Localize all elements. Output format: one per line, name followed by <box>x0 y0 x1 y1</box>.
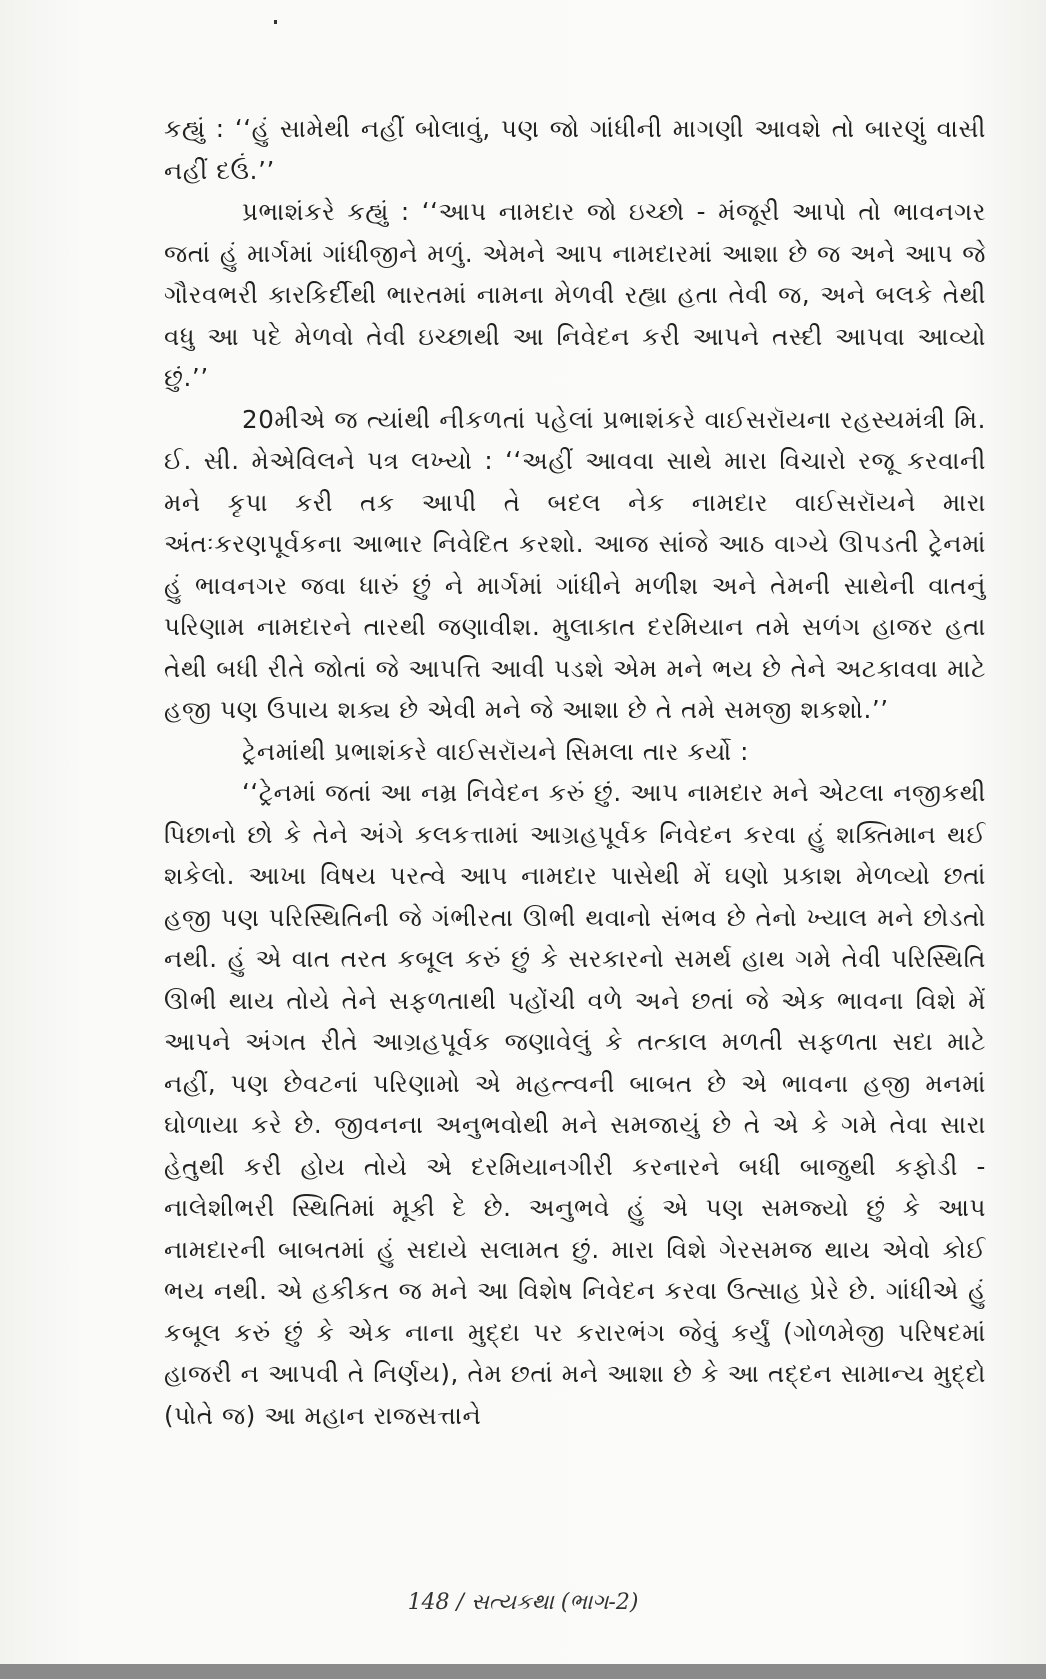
paragraph-3: 20મીએ જ ત્યાંથી નીકળતાં પહેલાં પ્રભાશંકરે વાઈસરૉયના રહસ્યમંત્રી મિ. ઈ. સી. મેએવિલને પત્ર લખ્યો : ‘‘અહીં આવવા સાથે મારા વિચારો રજૂ કરવાની મને કૃપા કરી તક આપી તે બદલ નેક નામદાર વાઈસરૉયને મારા અંતઃકરણપૂર્વકના આભાર નિવેદિત કરશો. આજ સાંજે આઠ વાગ્યે ઊપડતી ટ્રેનમાં હું ભાવનગર જવા ધારું છું ને માર્ગમાં ગાંધીને મળીશ અને તેમની સાથેની વાતનું પરિણામ નામદારને તારથી જણાવીશ. મુલાકાત દરમિયાન તમે સળંગ હાજર હતા તેથી બધી રીતે જોતાં જે આપત્તિ આવી પડશે એમ મને ભય છે તેને અટકાવવા માટે હજી પણ ઉપાય શક્ય છે એવી મને જે આશા છે તે તમે સમજી શકશો.’’ <box>164 404 986 724</box>
paragraph-5: ‘‘ટ્રેનમાં જતાં આ નમ્ર નિવેદન કરું છું. આપ નામદાર મને એટલા નજીકથી પિછાનો છો કે તેને અંગે કલકત્તામાં આગ્રહપૂર્વક નિવેદન કરવા હું શક્તિમાન થઈ શકેલો. આખા વિષય પરત્વે આપ નામદાર પાસેથી મેં ઘણો પ્રકાશ મેળવ્યો છતાં હજી પણ પરિસ્થિતિની જે ગંભીરતા ઊભી થવાનો સંભવ છે તેનો ખ્યાલ મને છોડતો નથી. હું એ વાત તરત કબૂલ કરું છું કે સરકારનો સમર્થ હાથ ગમે તેવી પરિસ્થિતિ ઊભી થાય તોયે તેને સફળતાથી પહોંચી વળે અને છતાં જે એક ભાવના વિશે મેં આપને અંગત રીતે આગ્રહપૂર્વક જણાવેલું કે તત્કાલ મળતી સફળતા સદા માટે નહીં, પણ છેવટનાં પરિણામો એ મહત્ત્વની બાબત છે એ ભાવના હજી મનમાં ઘોળાયા કરે છે. જીવનના અનુભવોથી મને સમજાયું છે તે એ કે ગમે તેવા સારા હેતુથી કરી હોય તોયે એ દરમિયાનગીરી કરનારને બધી બાજુથી કફોડી - નાલેશીભરી સ્થિતિમાં મૂકી દે છે. અનુભવે હું એ પણ સમજ્યો છું કે આપ નામદારની બાબતમાં હું સદાયે સલામત છું. મારા વિશે ગેરસમજ થાય એવો કોઈ ભય નથી. એ હકીકત જ મને આ વિશેષ નિવેદન કરવા ઉત્સાહ પ્રેરે છે. ગાંધીએ હું કબૂલ કરું છું કે એક નાના મુદ્દા પર કરારભંગ જેવું કર્યું (ગોળમેજી પરિષદમાં હાજરી ન આપવી તે નિર્ણય), તેમ છતાં મને આશા છે કે આ તદ્દન સામાન્ય મુદ્દો (પોતે જ) આ મહાન રાજસત્તાને <box>164 778 986 1430</box>
paragraph-2: પ્રભાશંકરે કહ્યું : ‘‘આપ નામદાર જો ઇચ્છો - મંજૂરી આપો તો ભાવનગર જતાં હું માર્ગમાં ગાંધીજીને મળું. એમને આપ નામદારમાં આશા છે જ અને આપ જે ગૌરવભરી કારકિર્દીથી ભારતમાં નામના મેળવી રહ્યા હતા તેવી જ, અને બલકે તેથી વધુ આ પદે મેળવો તેવી ઇચ્છાથી આ નિવેદન કરી આપને તસ્દી આપવા આવ્યો છું.’’ <box>164 197 986 392</box>
body-text <box>164 108 986 1436</box>
scan-edge <box>0 1664 1046 1679</box>
paragraph-4: ટ્રેનમાંથી પ્રભાશંકરે વાઈસરૉયને સિમલા તાર કર્યો : <box>242 736 750 766</box>
paragraph-1: કહ્યું : ‘‘હું સામેથી નહીં બોલાવું, પણ જો ગાંધીની માગણી આવશે તો બારણું વાસી નહીં દઉં.’’ <box>164 114 986 185</box>
print-speck <box>274 20 277 24</box>
page-footer: 148 / સત્યકથા (ભાગ-2) <box>407 1590 639 1615</box>
